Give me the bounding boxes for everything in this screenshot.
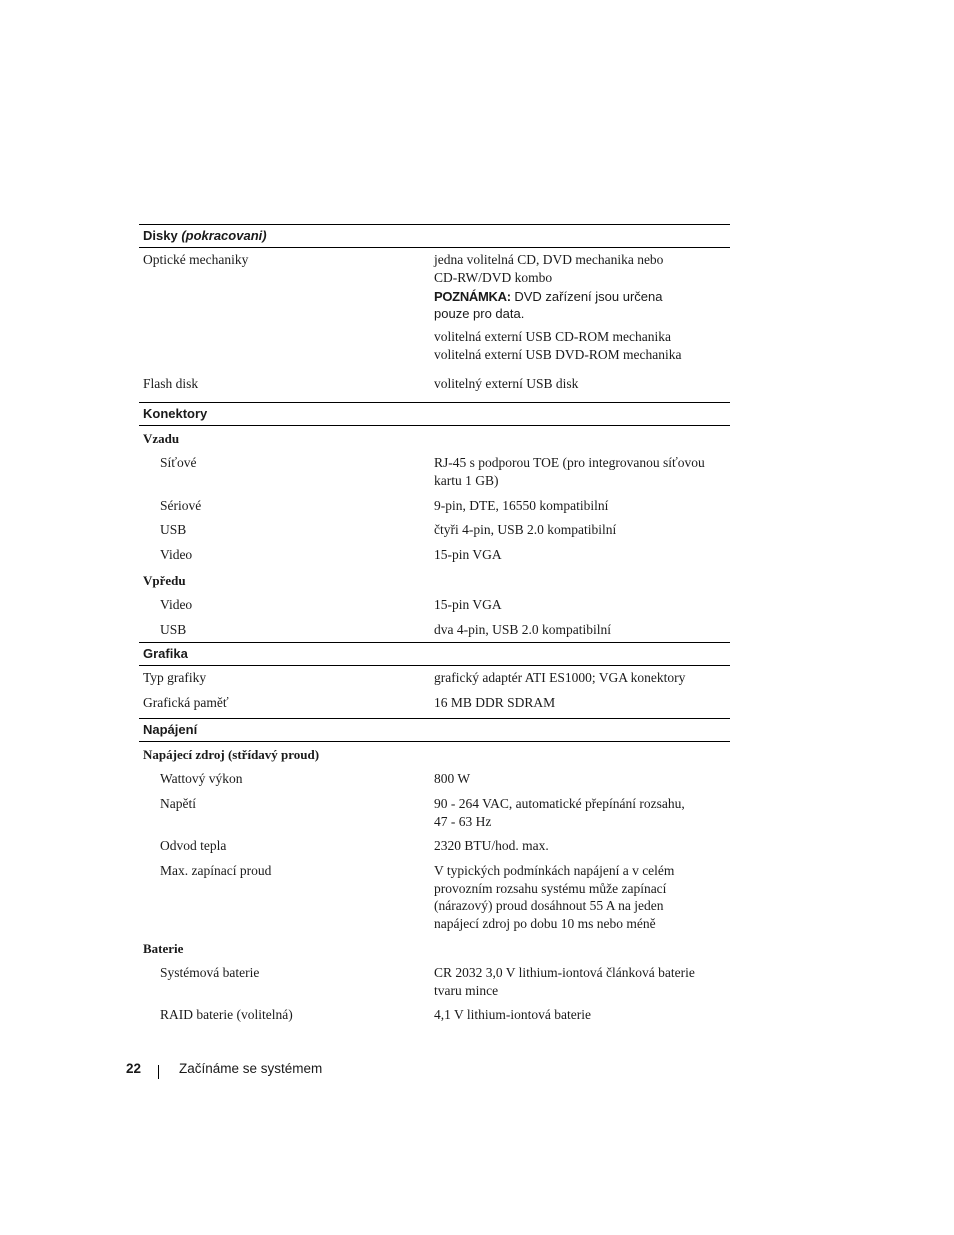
spec-label: Sériové [160, 498, 202, 513]
spec-value: 15-pin VGA [434, 597, 502, 612]
spec-label: Odvod tepla [160, 838, 227, 853]
spec-label: Max. zapínací proud [160, 863, 272, 878]
spec-row-watt [139, 770, 730, 795]
spec-row-raid-baterie [139, 1006, 730, 1028]
page-number: 22 [126, 1061, 142, 1076]
spec-label: RAID baterie (volitelná) [160, 1007, 293, 1022]
spec-label: Flash disk [143, 376, 199, 391]
spec-row-opticke [139, 251, 730, 375]
spec-value: čtyři 4-pin, USB 2.0 kompatibilní [434, 522, 617, 537]
spec-row-napeti [139, 795, 730, 837]
spec-row-typ-grafiky [139, 669, 730, 694]
spec-value [434, 795, 730, 837]
section-continued: (pokracovani) [181, 228, 267, 243]
spec-label: Optické mechaniky [143, 252, 249, 267]
subheading-vzadu: Vzadu [143, 431, 180, 446]
value-line: jedna volitelná CD, DVD mechanika nebo [434, 252, 664, 267]
specifications-table [139, 224, 730, 1028]
spec-value [434, 862, 730, 939]
spec-row-usb-front [139, 621, 730, 642]
section-title: Grafika [143, 646, 188, 661]
section-title: Konektory [143, 406, 208, 421]
spec-value: 800 W [434, 771, 471, 786]
value-line: volitelná externí USB CD-ROM mechanika [434, 329, 671, 344]
value-line: CR 2032 3,0 V lithium-iontová článková baterie [434, 965, 695, 980]
spec-row-odvod-tepla [139, 837, 730, 862]
spec-value: volitelný externí USB disk [434, 376, 579, 391]
spec-value: 4,1 V lithium-iontová baterie [434, 1007, 591, 1022]
note [434, 288, 730, 322]
spec-row-video-front [139, 596, 730, 621]
note-label: POZNÁMKA: [434, 289, 511, 304]
spec-label: Wattový výkon [160, 771, 243, 786]
section-header-napajeni [139, 718, 730, 742]
spec-row-graficka-pamet [139, 694, 730, 715]
spec-value: grafický adaptér ATI ES1000; VGA konektory [434, 670, 686, 685]
spec-value [434, 251, 730, 375]
chapter-title: Začínáme se systémem [179, 1061, 323, 1076]
spec-label: Video [160, 547, 193, 562]
spec-value: 16 MB DDR SDRAM [434, 695, 556, 710]
spec-row-seriove [139, 497, 730, 521]
spec-row-max-proud [139, 862, 730, 939]
spec-row-flash [139, 375, 730, 397]
spec-value [434, 964, 730, 1006]
value-line: CD-RW/DVD kombo [434, 269, 553, 285]
spec-label: USB [160, 622, 187, 637]
subheading-napajeci-zdroj: Napájecí zdroj (střídavý proud) [143, 747, 320, 762]
value-line: (nárazový) proud dosáhnout 55 A na jeden [434, 898, 664, 913]
section-header-disky [139, 224, 730, 248]
note-text: pouze pro data. [434, 306, 525, 321]
spec-label: Typ grafiky [143, 670, 207, 685]
spec-value: 15-pin VGA [434, 547, 502, 562]
spec-label: Síťové [160, 455, 197, 470]
spec-row-video-rear [139, 546, 730, 571]
value-line: napájecí zdroj po dobu 10 ms nebo méně [434, 915, 656, 931]
spec-label: Systémová baterie [160, 965, 260, 980]
subheading-baterie: Baterie [143, 941, 184, 956]
value-line: volitelná externí USB DVD-ROM mechanika [434, 346, 682, 362]
spec-label: Grafická paměť [143, 695, 229, 710]
spec-row-systemova-baterie [139, 964, 730, 1006]
spec-value [434, 454, 730, 497]
spec-label: Video [160, 597, 193, 612]
note-text: DVD zařízení jsou určena [510, 289, 663, 304]
value-line: tvaru mince [434, 982, 499, 998]
footer-divider [158, 1065, 159, 1079]
section-title: Napájení [143, 722, 198, 737]
spec-row-sitove [139, 454, 730, 497]
spec-row-usb-rear [139, 521, 730, 546]
value-line: RJ-45 s podporou TOE (pro integrovanou síťovou [434, 455, 705, 470]
section-title: Disky [143, 228, 178, 243]
value-line: 90 - 264 VAC, automatické přepínání rozsahu, [434, 796, 685, 811]
spec-value: 9-pin, DTE, 16550 kompatibilní [434, 498, 609, 513]
spec-value: 2320 BTU/hod. max. [434, 838, 549, 853]
spec-label: Napětí [160, 796, 196, 811]
subheading-vpredu: Vpředu [143, 573, 186, 588]
section-header-konektory [139, 402, 730, 426]
spec-value: dva 4-pin, USB 2.0 kompatibilní [434, 622, 611, 637]
value-line: provozním rozsahu systému může zapínací [434, 880, 667, 896]
section-header-grafika [139, 642, 730, 666]
value-line: kartu 1 GB) [434, 472, 499, 488]
spec-label: USB [160, 522, 187, 537]
value-line: 47 - 63 Hz [434, 813, 492, 829]
value-line: V typických podmínkách napájení a v celém [434, 863, 675, 878]
